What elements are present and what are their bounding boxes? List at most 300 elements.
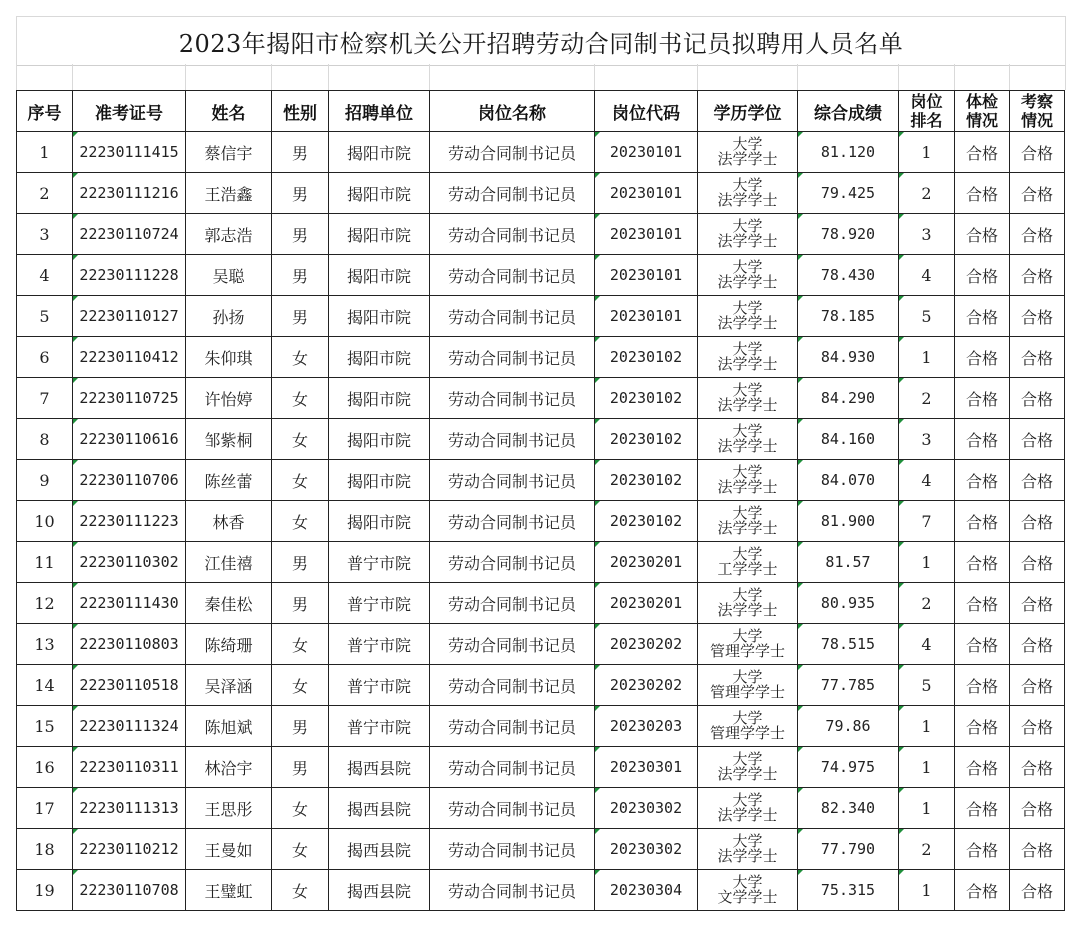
cell-education (698, 665, 798, 706)
cell-review: 合格 (1010, 665, 1065, 706)
cell-exam-no: 22230111313 (73, 788, 186, 829)
cell-score: 79.425 (798, 173, 899, 214)
cell-seq: 13 (17, 624, 73, 665)
cell-score: 78.515 (798, 624, 899, 665)
table-row (17, 214, 1065, 255)
cell-position: 劳动合同制书记员 (430, 747, 595, 788)
cell-score: 78.920 (798, 214, 899, 255)
cell-unit: 揭阳市院 (329, 460, 430, 501)
cell-position: 劳动合同制书记员 (430, 542, 595, 583)
cell-exam-no: 22230110412 (73, 337, 186, 378)
header-name: 姓名 (186, 91, 272, 132)
cell-education (698, 747, 798, 788)
cell-seq: 14 (17, 665, 73, 706)
cell-code: 20230102 (595, 337, 698, 378)
cell-code: 20230202 (595, 665, 698, 706)
cell-health: 合格 (955, 214, 1010, 255)
education-degree: 法学学士 (717, 437, 778, 455)
cell-education (698, 214, 798, 255)
header-rank-line2: 排名 (910, 111, 943, 130)
cell-health: 合格 (955, 460, 1010, 501)
cell-exam-no: 22230110803 (73, 624, 186, 665)
education-level: 大学 (732, 668, 763, 686)
cell-review: 合格 (1010, 296, 1065, 337)
cell-code: 20230302 (595, 829, 698, 870)
cell-position: 劳动合同制书记员 (430, 665, 595, 706)
table-row (17, 419, 1065, 460)
education-level: 大学 (732, 340, 763, 358)
cell-health: 合格 (955, 665, 1010, 706)
cell-gender: 女 (272, 460, 329, 501)
cell-score: 84.070 (798, 460, 899, 501)
cell-code: 20230101 (595, 296, 698, 337)
cell-name: 陈丝蕾 (186, 460, 272, 501)
cell-gender: 男 (272, 132, 329, 173)
header-health-line2: 情况 (965, 111, 998, 130)
cell-rank: 3 (899, 419, 955, 460)
cell-review: 合格 (1010, 378, 1065, 419)
cell-rank: 5 (899, 296, 955, 337)
cell-rank: 4 (899, 460, 955, 501)
education-level: 大学 (732, 422, 763, 440)
cell-position: 劳动合同制书记员 (430, 583, 595, 624)
cell-review: 合格 (1010, 255, 1065, 296)
cell-gender: 男 (272, 706, 329, 747)
cell-score: 78.185 (798, 296, 899, 337)
header-gender: 性别 (272, 91, 329, 132)
cell-education (698, 583, 798, 624)
cell-name: 邹紫桐 (186, 419, 272, 460)
cell-review: 合格 (1010, 624, 1065, 665)
cell-score: 75.315 (798, 870, 899, 911)
cell-unit: 揭阳市院 (329, 378, 430, 419)
cell-education (698, 870, 798, 911)
cell-unit: 普宁市院 (329, 665, 430, 706)
table-row (17, 706, 1065, 747)
cell-review: 合格 (1010, 419, 1065, 460)
cell-unit: 普宁市院 (329, 542, 430, 583)
cell-code: 20230101 (595, 173, 698, 214)
cell-position: 劳动合同制书记员 (430, 337, 595, 378)
cell-name: 林香 (186, 501, 272, 542)
cell-score: 78.430 (798, 255, 899, 296)
education-degree: 法学学士 (717, 191, 778, 209)
cell-code: 20230201 (595, 583, 698, 624)
table-row (17, 255, 1065, 296)
cell-score: 79.86 (798, 706, 899, 747)
cell-seq: 19 (17, 870, 73, 911)
header-review (1010, 91, 1065, 132)
cell-position: 劳动合同制书记员 (430, 829, 595, 870)
education-level: 大学 (732, 381, 763, 399)
cell-name: 许怡婷 (186, 378, 272, 419)
cell-gender: 女 (272, 829, 329, 870)
header-exam-no: 准考证号 (73, 91, 186, 132)
header-row (17, 91, 1065, 132)
cell-score: 77.785 (798, 665, 899, 706)
header-rank-line1: 岗位 (910, 92, 943, 111)
education-level: 大学 (732, 873, 763, 891)
table-row (17, 337, 1065, 378)
cell-seq: 15 (17, 706, 73, 747)
education-level: 大学 (732, 217, 763, 235)
cell-unit: 揭阳市院 (329, 296, 430, 337)
cell-seq: 3 (17, 214, 73, 255)
cell-position: 劳动合同制书记员 (430, 706, 595, 747)
cell-exam-no: 22230110302 (73, 542, 186, 583)
cell-gender: 女 (272, 624, 329, 665)
table-row (17, 501, 1065, 542)
cell-code: 20230201 (595, 542, 698, 583)
cell-health: 合格 (955, 870, 1010, 911)
table-row (17, 542, 1065, 583)
cell-gender: 女 (272, 501, 329, 542)
cell-seq: 12 (17, 583, 73, 624)
cell-rank: 3 (899, 214, 955, 255)
cell-education (698, 132, 798, 173)
education-degree: 法学学士 (717, 396, 778, 414)
cell-score: 74.975 (798, 747, 899, 788)
cell-position: 劳动合同制书记员 (430, 460, 595, 501)
cell-unit: 揭西县院 (329, 870, 430, 911)
cell-rank: 2 (899, 173, 955, 214)
cell-rank: 2 (899, 583, 955, 624)
education-degree: 法学学士 (717, 314, 778, 332)
cell-code: 20230302 (595, 788, 698, 829)
education-level: 大学 (732, 299, 763, 317)
table-row (17, 624, 1065, 665)
page-title: 2023年揭阳市检察机关公开招聘劳动合同制书记员拟聘用人员名单 (178, 29, 904, 58)
header-review-line1: 考察 (1020, 92, 1053, 111)
header-position: 岗位名称 (430, 91, 595, 132)
cell-code: 20230301 (595, 747, 698, 788)
table-body (17, 132, 1065, 911)
blank-spacer-row (16, 64, 1066, 90)
cell-health: 合格 (955, 747, 1010, 788)
cell-health: 合格 (955, 337, 1010, 378)
cell-gender: 女 (272, 419, 329, 460)
cell-review: 合格 (1010, 173, 1065, 214)
header-seq: 序号 (17, 91, 73, 132)
cell-unit: 揭阳市院 (329, 337, 430, 378)
cell-review: 合格 (1010, 501, 1065, 542)
education-level: 大学 (732, 463, 763, 481)
education-degree: 管理学学士 (709, 683, 785, 701)
cell-review: 合格 (1010, 870, 1065, 911)
cell-gender: 女 (272, 337, 329, 378)
cell-score: 81.900 (798, 501, 899, 542)
cell-gender: 男 (272, 583, 329, 624)
cell-rank: 4 (899, 624, 955, 665)
cell-review: 合格 (1010, 214, 1065, 255)
cell-position: 劳动合同制书记员 (430, 501, 595, 542)
cell-exam-no: 22230110311 (73, 747, 186, 788)
cell-unit: 普宁市院 (329, 583, 430, 624)
cell-education (698, 296, 798, 337)
cell-rank: 1 (899, 132, 955, 173)
cell-name: 朱仰琪 (186, 337, 272, 378)
cell-education (698, 542, 798, 583)
education-level: 大学 (732, 586, 763, 604)
cell-score: 81.57 (798, 542, 899, 583)
cell-seq: 16 (17, 747, 73, 788)
cell-code: 20230304 (595, 870, 698, 911)
header-education: 学历学位 (698, 91, 798, 132)
cell-health: 合格 (955, 173, 1010, 214)
cell-name: 江佳禧 (186, 542, 272, 583)
cell-rank: 2 (899, 378, 955, 419)
cell-seq: 5 (17, 296, 73, 337)
cell-name: 陈绮珊 (186, 624, 272, 665)
cell-score: 82.340 (798, 788, 899, 829)
cell-unit: 揭阳市院 (329, 255, 430, 296)
cell-unit: 揭西县院 (329, 747, 430, 788)
table-row (17, 583, 1065, 624)
cell-unit: 揭西县院 (329, 788, 430, 829)
education-level: 大学 (732, 545, 763, 563)
cell-name: 王曼如 (186, 829, 272, 870)
cell-exam-no: 22230110212 (73, 829, 186, 870)
cell-unit: 揭阳市院 (329, 501, 430, 542)
cell-seq: 10 (17, 501, 73, 542)
cell-rank: 1 (899, 788, 955, 829)
cell-education (698, 788, 798, 829)
cell-gender: 男 (272, 255, 329, 296)
education-degree: 工学学士 (717, 560, 778, 578)
table-row (17, 296, 1065, 337)
education-level: 大学 (732, 135, 763, 153)
education-degree: 法学学士 (717, 232, 778, 250)
candidate-table (16, 90, 1065, 911)
header-health-line1: 体检 (965, 92, 998, 111)
cell-code: 20230101 (595, 132, 698, 173)
cell-score: 80.935 (798, 583, 899, 624)
cell-health: 合格 (955, 788, 1010, 829)
cell-code: 20230102 (595, 378, 698, 419)
cell-gender: 女 (272, 665, 329, 706)
education-degree: 法学学士 (717, 519, 778, 537)
education-level: 大学 (732, 832, 763, 850)
cell-gender: 女 (272, 788, 329, 829)
header-health (955, 91, 1010, 132)
education-level: 大学 (732, 176, 763, 194)
cell-exam-no: 22230110724 (73, 214, 186, 255)
education-degree: 管理学学士 (709, 642, 785, 660)
cell-health: 合格 (955, 296, 1010, 337)
cell-education (698, 419, 798, 460)
cell-rank: 2 (899, 829, 955, 870)
table-row (17, 829, 1065, 870)
cell-unit: 揭阳市院 (329, 173, 430, 214)
cell-health: 合格 (955, 542, 1010, 583)
cell-code: 20230102 (595, 460, 698, 501)
cell-score: 77.790 (798, 829, 899, 870)
cell-position: 劳动合同制书记员 (430, 870, 595, 911)
cell-seq: 8 (17, 419, 73, 460)
table-row (17, 788, 1065, 829)
cell-code: 20230102 (595, 501, 698, 542)
cell-score: 84.160 (798, 419, 899, 460)
cell-position: 劳动合同制书记员 (430, 132, 595, 173)
cell-unit: 普宁市院 (329, 706, 430, 747)
cell-code: 20230101 (595, 255, 698, 296)
table-row (17, 665, 1065, 706)
education-degree: 法学学士 (717, 765, 778, 783)
cell-code: 20230203 (595, 706, 698, 747)
cell-health: 合格 (955, 132, 1010, 173)
cell-name: 秦佳松 (186, 583, 272, 624)
cell-gender: 男 (272, 173, 329, 214)
cell-seq: 1 (17, 132, 73, 173)
cell-review: 合格 (1010, 747, 1065, 788)
cell-health: 合格 (955, 706, 1010, 747)
cell-review: 合格 (1010, 829, 1065, 870)
cell-name: 林洽宇 (186, 747, 272, 788)
cell-education (698, 378, 798, 419)
cell-name: 王浩鑫 (186, 173, 272, 214)
cell-name: 蔡信宇 (186, 132, 272, 173)
cell-review: 合格 (1010, 788, 1065, 829)
cell-review: 合格 (1010, 583, 1065, 624)
cell-name: 王思彤 (186, 788, 272, 829)
cell-seq: 2 (17, 173, 73, 214)
education-degree: 管理学学士 (709, 724, 785, 742)
education-degree: 法学学士 (717, 355, 778, 373)
education-degree: 法学学士 (717, 847, 778, 865)
education-level: 大学 (732, 750, 763, 768)
cell-health: 合格 (955, 501, 1010, 542)
cell-exam-no: 22230110518 (73, 665, 186, 706)
cell-unit: 揭阳市院 (329, 132, 430, 173)
education-level: 大学 (732, 504, 763, 522)
cell-unit: 揭西县院 (329, 829, 430, 870)
cell-score: 84.930 (798, 337, 899, 378)
cell-position: 劳动合同制书记员 (430, 255, 595, 296)
education-level: 大学 (732, 791, 763, 809)
table-row (17, 132, 1065, 173)
cell-education (698, 337, 798, 378)
cell-review: 合格 (1010, 460, 1065, 501)
cell-education (698, 255, 798, 296)
cell-gender: 男 (272, 214, 329, 255)
cell-seq: 18 (17, 829, 73, 870)
cell-score: 84.290 (798, 378, 899, 419)
cell-review: 合格 (1010, 542, 1065, 583)
header-unit: 招聘单位 (329, 91, 430, 132)
cell-exam-no: 22230110708 (73, 870, 186, 911)
table-row (17, 378, 1065, 419)
cell-health: 合格 (955, 829, 1010, 870)
cell-rank: 1 (899, 706, 955, 747)
cell-exam-no: 22230110725 (73, 378, 186, 419)
cell-education (698, 624, 798, 665)
cell-gender: 女 (272, 870, 329, 911)
cell-exam-no: 22230110616 (73, 419, 186, 460)
header-rank (899, 91, 955, 132)
cell-score: 81.120 (798, 132, 899, 173)
cell-exam-no: 22230110127 (73, 296, 186, 337)
cell-name: 吴泽涵 (186, 665, 272, 706)
cell-gender: 男 (272, 747, 329, 788)
cell-health: 合格 (955, 583, 1010, 624)
cell-name: 郭志浩 (186, 214, 272, 255)
cell-health: 合格 (955, 624, 1010, 665)
cell-position: 劳动合同制书记员 (430, 173, 595, 214)
cell-exam-no: 22230111223 (73, 501, 186, 542)
cell-name: 吴聪 (186, 255, 272, 296)
cell-health: 合格 (955, 255, 1010, 296)
cell-rank: 5 (899, 665, 955, 706)
header-score: 综合成绩 (798, 91, 899, 132)
table-row (17, 870, 1065, 911)
cell-exam-no: 22230111324 (73, 706, 186, 747)
cell-unit: 普宁市院 (329, 624, 430, 665)
cell-education (698, 460, 798, 501)
education-degree: 文学学士 (717, 888, 778, 906)
cell-position: 劳动合同制书记员 (430, 296, 595, 337)
education-degree: 法学学士 (717, 478, 778, 496)
education-level: 大学 (732, 709, 763, 727)
cell-code: 20230202 (595, 624, 698, 665)
education-degree: 法学学士 (717, 806, 778, 824)
cell-rank: 4 (899, 255, 955, 296)
cell-seq: 7 (17, 378, 73, 419)
header-review-line2: 情况 (1020, 111, 1053, 130)
table-row (17, 173, 1065, 214)
cell-seq: 6 (17, 337, 73, 378)
cell-gender: 女 (272, 378, 329, 419)
cell-gender: 男 (272, 296, 329, 337)
cell-rank: 1 (899, 542, 955, 583)
education-degree: 法学学士 (717, 150, 778, 168)
cell-exam-no: 22230111415 (73, 132, 186, 173)
cell-education (698, 829, 798, 870)
cell-gender: 男 (272, 542, 329, 583)
cell-name: 陈旭斌 (186, 706, 272, 747)
cell-seq: 11 (17, 542, 73, 583)
cell-rank: 1 (899, 337, 955, 378)
cell-seq: 4 (17, 255, 73, 296)
cell-name: 王璧虹 (186, 870, 272, 911)
education-level: 大学 (732, 627, 763, 645)
cell-review: 合格 (1010, 337, 1065, 378)
cell-education (698, 173, 798, 214)
education-level: 大学 (732, 258, 763, 276)
cell-code: 20230102 (595, 419, 698, 460)
cell-exam-no: 22230111228 (73, 255, 186, 296)
cell-seq: 9 (17, 460, 73, 501)
cell-exam-no: 22230111216 (73, 173, 186, 214)
table-row (17, 460, 1065, 501)
cell-position: 劳动合同制书记员 (430, 624, 595, 665)
cell-rank: 1 (899, 870, 955, 911)
header-code: 岗位代码 (595, 91, 698, 132)
education-degree: 法学学士 (717, 273, 778, 291)
cell-education (698, 501, 798, 542)
cell-health: 合格 (955, 378, 1010, 419)
cell-seq: 17 (17, 788, 73, 829)
cell-review: 合格 (1010, 132, 1065, 173)
sheet-title (16, 16, 1066, 66)
table-row (17, 747, 1065, 788)
cell-position: 劳动合同制书记员 (430, 214, 595, 255)
cell-code: 20230101 (595, 214, 698, 255)
cell-education (698, 706, 798, 747)
cell-position: 劳动合同制书记员 (430, 788, 595, 829)
education-degree: 法学学士 (717, 601, 778, 619)
cell-exam-no: 22230111430 (73, 583, 186, 624)
cell-review: 合格 (1010, 706, 1065, 747)
